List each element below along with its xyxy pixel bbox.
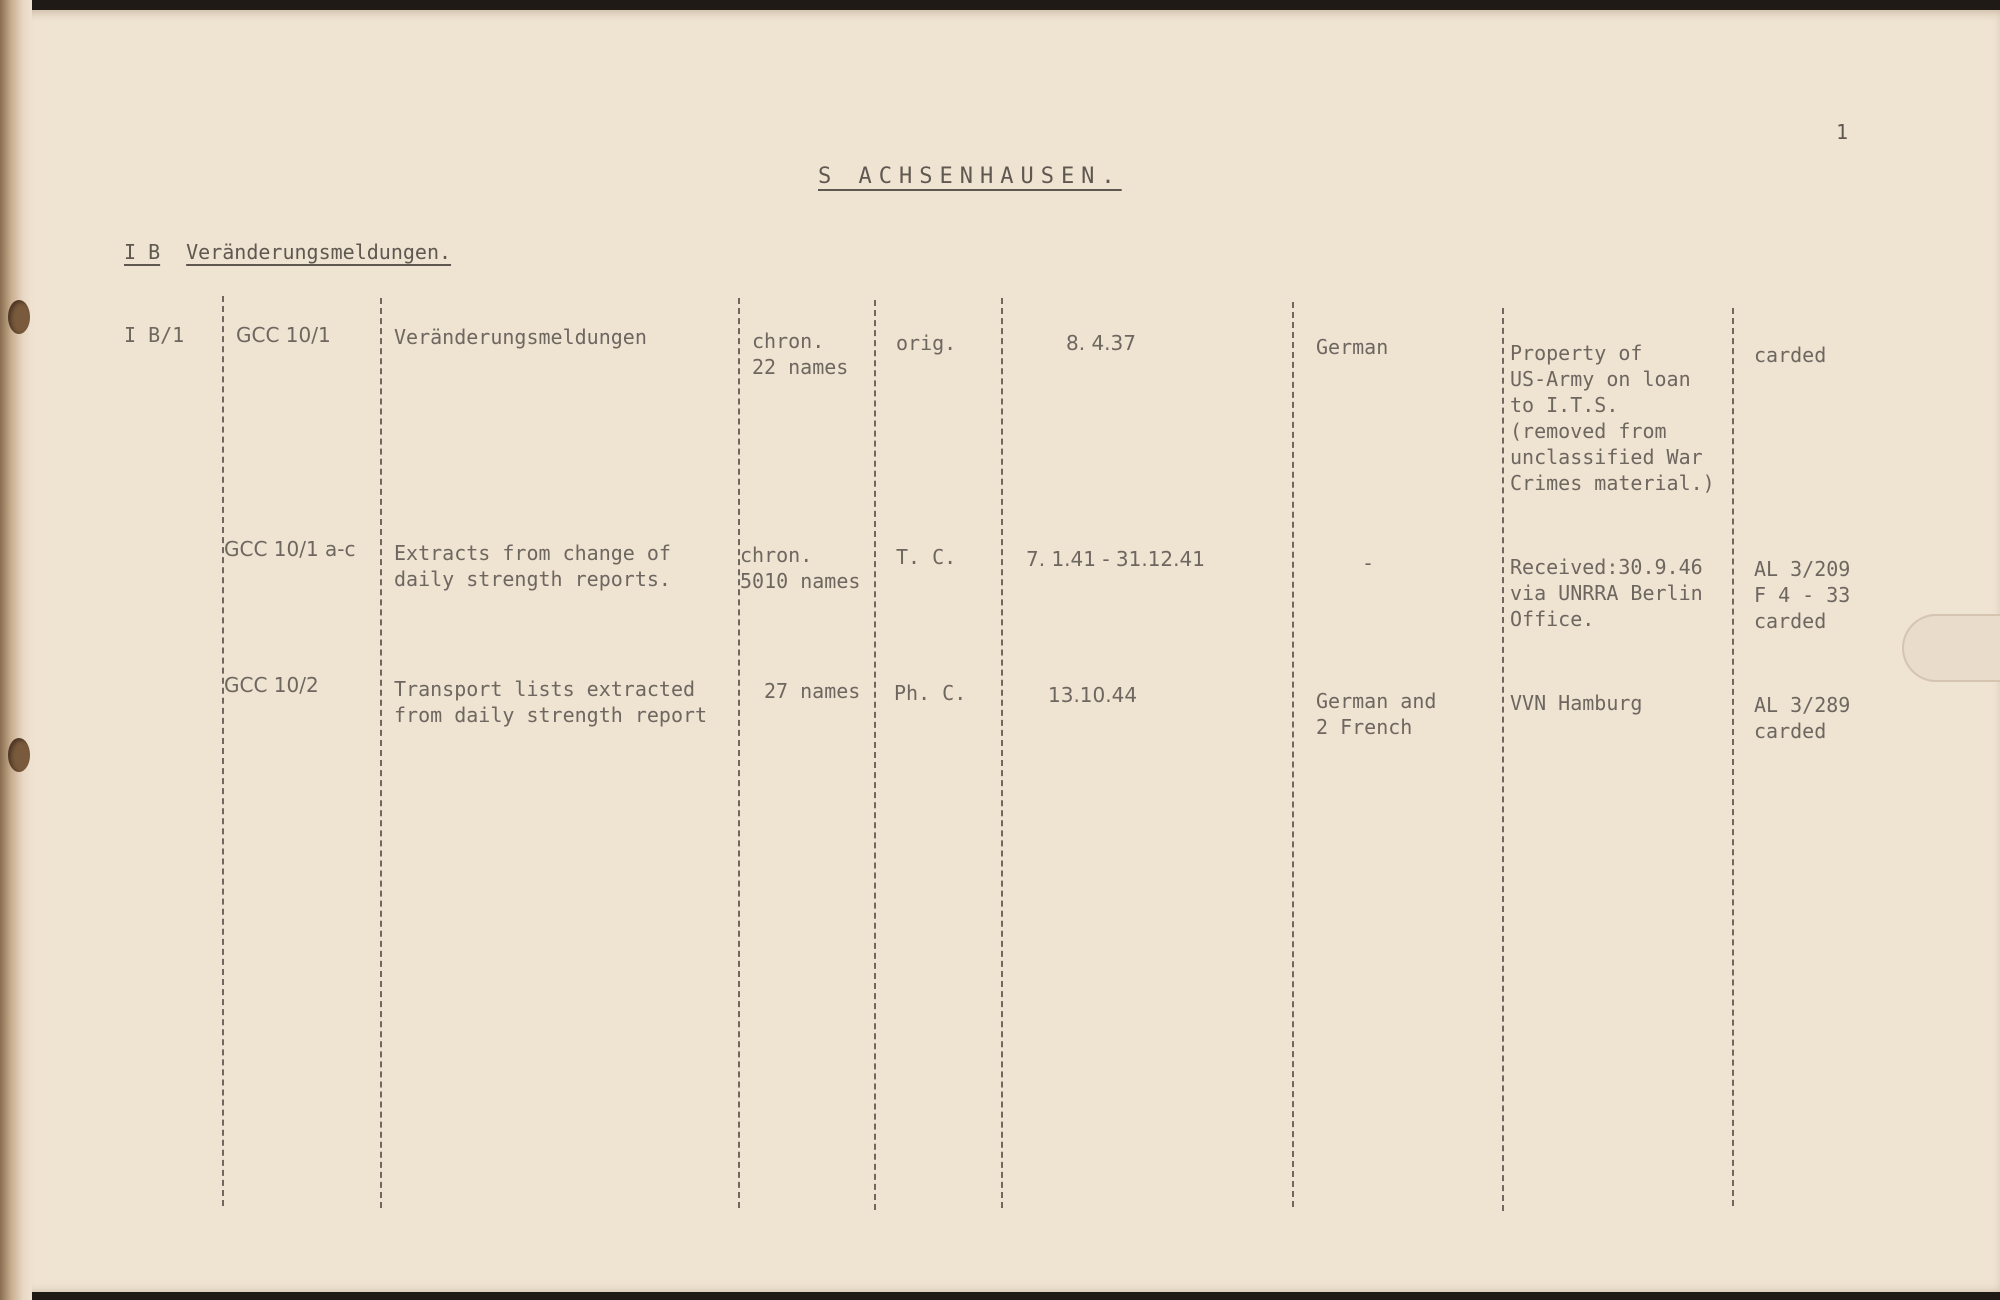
archive-page	[18, 10, 2000, 1292]
section-label: Veränderungsmeldungen.	[186, 240, 452, 264]
extent: 27 names	[764, 679, 861, 703]
description: Transport lists extracted from daily strength report	[394, 677, 708, 727]
page-number: 1	[1836, 120, 1849, 144]
column-divider	[222, 296, 224, 1206]
reference-code: GCC 10/1 a-c	[224, 537, 356, 561]
copy-type: Ph. C.	[894, 681, 967, 705]
provenance: Property of US-Army on loan to I.T.S. (removed from unclassified War Crimes material.)	[1510, 341, 1715, 495]
description: Veränderungsmeldungen	[394, 325, 647, 349]
column-divider	[738, 298, 740, 1208]
copy-type: orig.	[896, 331, 957, 355]
binder-ring	[8, 300, 30, 334]
item-number: I B/1	[124, 323, 185, 347]
provenance: Received:30.9.46 via UNRRA Berlin Office.	[1510, 555, 1703, 631]
extent: chron. 5010 names	[740, 543, 861, 593]
ring-binding	[0, 0, 32, 1300]
section-code: I B	[124, 240, 161, 264]
date-range: 8. 4.37	[1066, 331, 1136, 355]
copy-type: T. C.	[896, 545, 957, 569]
column-divider	[1502, 308, 1504, 1211]
column-divider	[874, 300, 876, 1210]
reference-code: GCC 10/2	[224, 673, 319, 697]
document-title: S ACHSENHAUSEN.	[818, 164, 1122, 189]
language: -	[1362, 551, 1375, 575]
remarks: AL 3/289 carded	[1754, 693, 1851, 743]
remarks: AL 3/209 F 4 - 33 carded	[1754, 557, 1851, 633]
reference-code: GCC 10/1	[236, 323, 331, 347]
column-divider	[1292, 302, 1294, 1207]
column-divider	[1732, 308, 1734, 1206]
remarks: carded	[1754, 343, 1827, 367]
section-heading	[124, 240, 451, 264]
description: Extracts from change of daily strength reports.	[394, 541, 671, 591]
language: German	[1316, 335, 1389, 359]
extent: chron. 22 names	[752, 329, 849, 379]
provenance: VVN Hamburg	[1510, 691, 1643, 715]
date-range: 13.10.44	[1048, 683, 1138, 707]
binder-ring	[8, 738, 30, 772]
column-divider	[1001, 298, 1003, 1208]
page-tab[interactable]	[1902, 614, 2000, 682]
column-divider	[380, 298, 382, 1208]
language: German and 2 French	[1316, 689, 1437, 739]
date-range: 7. 1.41 - 31.12.41	[1026, 547, 1205, 571]
